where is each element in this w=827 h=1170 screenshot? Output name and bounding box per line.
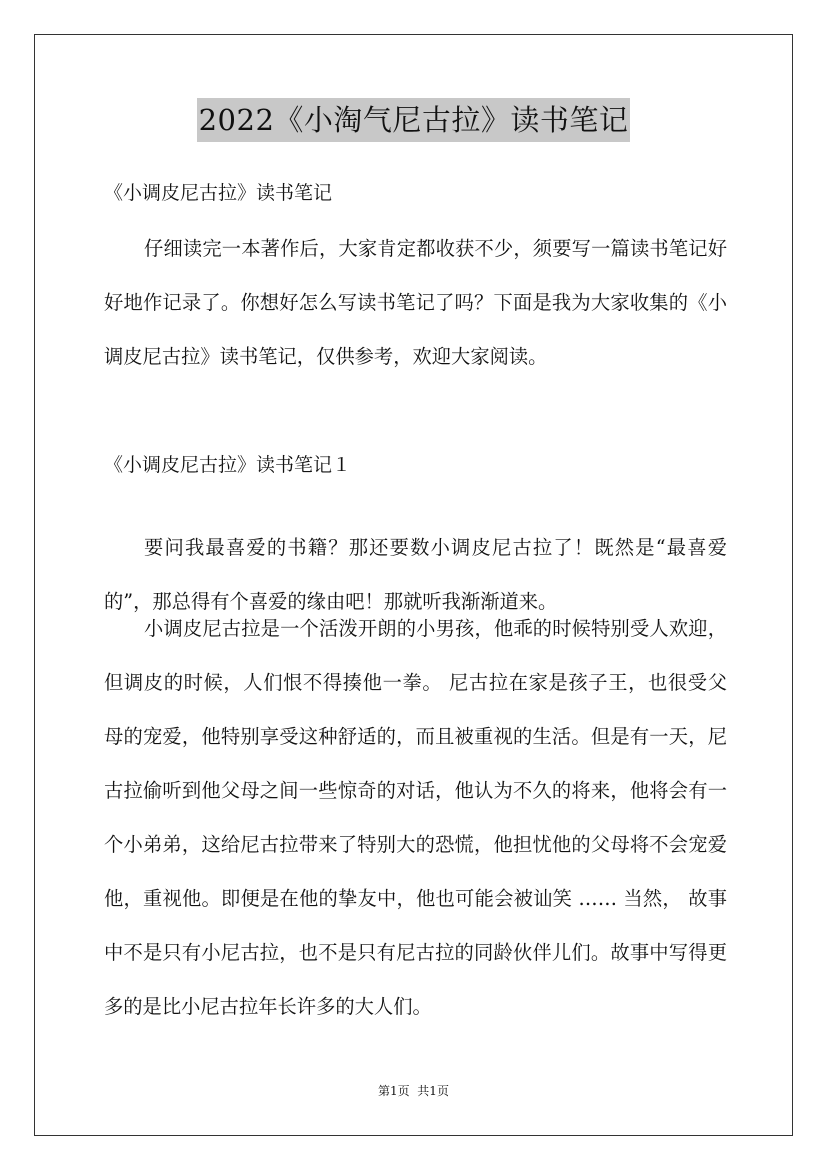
title-container: [0, 98, 827, 142]
document-title: 2022《小淘气尼古拉》读书笔记: [197, 98, 631, 142]
page-footer: 第1页 共1页: [378, 1084, 449, 1098]
section-heading: 《小调皮尼古拉》读书笔记１: [104, 454, 352, 476]
intro-paragraph: 仔细读完一本著作后，大家肯定都收获不少，须要写一篇读书笔记好好地作记录了。你想好怎么写读书笔记了吗？下面是我为大家收集的《小调皮尼古拉》读书笔记，仅供参考，欢迎大家阅读。: [104, 237, 727, 368]
body-paragraph: 小调皮尼古拉是一个活泼开朗的小男孩，他乖的时候特别受人欢迎，但调皮的时候，人们恨不得揍他一拳。 尼古拉在家是孩子王，也很受父母的宠爱，他特别享受这种舒适的，而且被重视的生活。但是有一天，尼古拉偷听到他父母之间一些惊奇的对话，他认为不久的将来，他将会有一个小弟弟，这给尼古拉带来了特别大的恐慌，他担忧他的父母将不会宠爱他，重视他。即便是在他的挚友中，他也可能会被讪笑 …… 当然， 故事中不是只有小尼古拉，也不是只有尼古拉的同龄伙伴儿们。故事中写得更多的是比小尼古拉年长许多的大人们。: [104, 617, 727, 1018]
body-paragraph: 要问我最喜爱的书籍？那还要数小调皮尼古拉了！既然是“最喜爱的”，那总得有个喜爱的缘由吧！那就听我渐渐道来。: [104, 536, 727, 613]
document-subtitle: 《小调皮尼古拉》读书笔记: [104, 182, 333, 204]
